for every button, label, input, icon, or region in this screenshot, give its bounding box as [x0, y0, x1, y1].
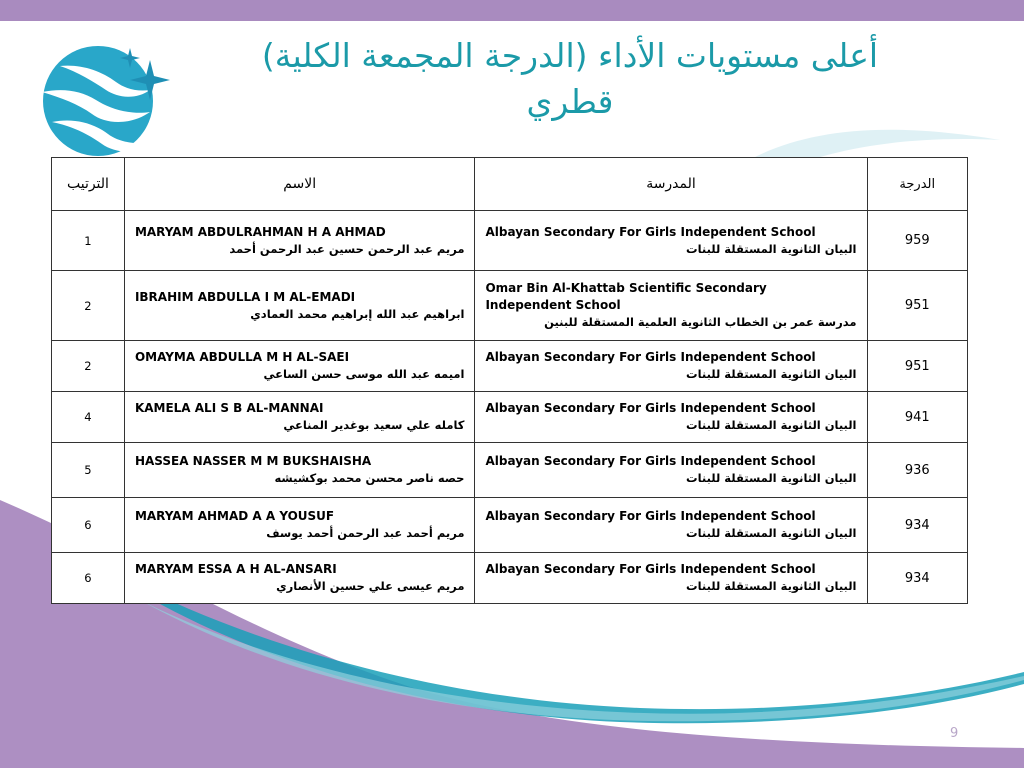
title-line-2: قطري	[526, 82, 614, 121]
rank-cell: 5	[52, 443, 125, 498]
school-english: Omar Bin Al-Khattab Scientific Secondary Independent School	[485, 281, 767, 312]
school-cell	[475, 341, 867, 392]
name-english: IBRAHIM ABDULLA I M AL-EMADI	[134, 289, 356, 304]
name-cell	[124, 392, 475, 443]
title-line-1: أعلى مستويات الأداء (الدرجة المجمعة الكلية)	[261, 36, 879, 75]
rank-cell: 2	[52, 271, 125, 341]
school-cell	[475, 553, 867, 604]
score-cell: 934	[867, 498, 967, 553]
name-cell	[124, 553, 475, 604]
table-row	[52, 443, 968, 498]
school-arabic: البيان الثانوية المستقلة للبنات	[686, 471, 857, 485]
school-cell	[475, 392, 867, 443]
rank-cell: 4	[52, 392, 125, 443]
table-row	[52, 341, 968, 392]
school-arabic: البيان الثانوية المستقلة للبنات	[686, 241, 857, 256]
school-english: Albayan Secondary For Girls Independent School	[485, 401, 816, 415]
table-row	[52, 271, 968, 341]
slide-title	[170, 33, 970, 125]
name-english: MARYAM AHMAD A A YOUSUF	[134, 509, 335, 523]
school-cell	[475, 498, 867, 553]
school-english: Albayan Secondary For Girls Independent School	[485, 562, 816, 576]
page-number: 9	[950, 726, 959, 741]
name-arabic: حصه ناصر محسن محمد بوكشيشه	[274, 471, 465, 485]
school-english: Albayan Secondary For Girls Independent School	[485, 509, 816, 523]
name-english: MARYAM ABDULRAHMAN H A AHMAD	[134, 224, 386, 239]
score-cell: 936	[867, 443, 967, 498]
school-cell	[475, 443, 867, 498]
school-cell	[475, 211, 867, 271]
school-english: Albayan Secondary For Girls Independent School	[485, 224, 816, 239]
school-english: Albayan Secondary For Girls Independent School	[485, 454, 816, 468]
name-arabic: كامله علي سعيد بوغدير المناعي	[283, 418, 465, 432]
header-rank: الترتيب	[52, 158, 125, 211]
name-english: KAMELA ALI S B AL-MANNAI	[134, 401, 324, 415]
table-row	[52, 392, 968, 443]
school-arabic: مدرسة عمر بن الخطاب الثانوية العلمية المستقلة للبنين	[544, 315, 857, 329]
rank-cell: 1	[52, 211, 125, 271]
name-arabic: مريم عيسى علي حسين الأنصاري	[276, 579, 465, 593]
table-header-row	[52, 158, 968, 211]
header-name: الاسم	[124, 158, 475, 211]
name-arabic: ابراهيم عبد الله إبراهيم محمد العمادي	[250, 306, 465, 321]
score-cell: 959	[867, 211, 967, 271]
rank-cell: 2	[52, 341, 125, 392]
school-arabic: البيان الثانوية المستقلة للبنات	[686, 526, 857, 540]
score-cell: 934	[867, 553, 967, 604]
school-cell	[475, 271, 867, 341]
header-school: المدرسة	[475, 158, 867, 211]
school-english: Albayan Secondary For Girls Independent School	[485, 350, 816, 364]
name-arabic: مريم عبد الرحمن حسين عبد الرحمن أحمد	[229, 241, 465, 256]
score-cell: 941	[867, 392, 967, 443]
name-cell	[124, 498, 475, 553]
header-score: الدرجة	[867, 158, 967, 211]
school-arabic: البيان الثانوية المستقلة للبنات	[686, 367, 857, 381]
table-row	[52, 211, 968, 271]
name-cell	[124, 271, 475, 341]
name-english: MARYAM ESSA A H AL-ANSARI	[134, 562, 337, 576]
score-cell: 951	[867, 271, 967, 341]
name-cell	[124, 443, 475, 498]
name-english: OMAYMA ABDULLA M H AL-SAEI	[134, 350, 350, 364]
school-arabic: البيان الثانوية المستقلة للبنات	[686, 418, 857, 432]
score-cell: 951	[867, 341, 967, 392]
name-english: HASSEA NASSER M M BUKSHAISHA	[134, 454, 372, 468]
name-cell	[124, 341, 475, 392]
school-arabic: البيان الثانوية المستقلة للبنات	[686, 579, 857, 593]
logo-icon	[0, 0, 180, 160]
table-row	[52, 553, 968, 604]
name-arabic: مريم أحمد عبد الرحمن أحمد يوسف	[266, 526, 465, 540]
table-row	[52, 498, 968, 553]
rank-cell: 6	[52, 553, 125, 604]
name-arabic: اميمه عبد الله موسى حسن الساعي	[263, 367, 465, 381]
rank-cell: 6	[52, 498, 125, 553]
results-table	[51, 157, 968, 604]
name-cell	[124, 211, 475, 271]
